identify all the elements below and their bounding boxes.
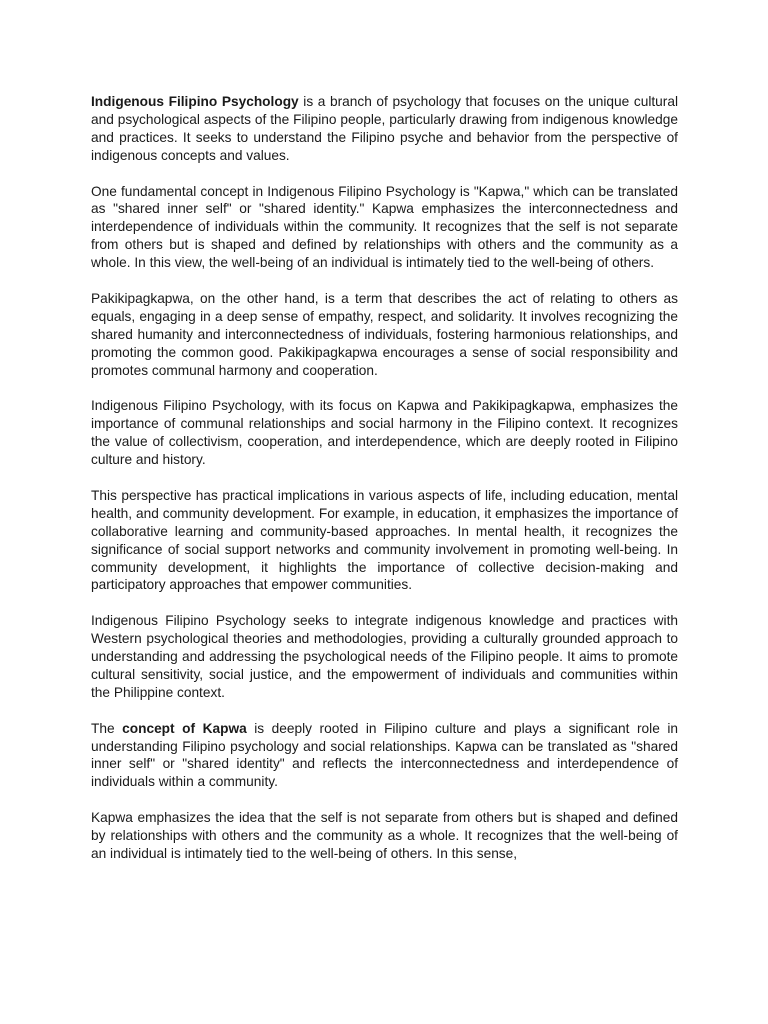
term-concept-of-kapwa: concept of Kapwa (122, 720, 247, 736)
term-indigenous-filipino-psychology: Indigenous Filipino Psychology (91, 94, 299, 109)
paragraph-2: One fundamental concept in Indigenous Filipino Psychology is "Kapwa," which can be translated as "shared inner self" or "shared identity." Kapwa emphasizes the interconnectedness and interdependence of individuals within the community. It recognizes that the self is not separate from others but is shaped and defined by relationships with others and the community as a whole. In this view, the well-being of an individual is intimately tied to the well-being of others. (91, 183, 678, 271)
document-body (91, 93, 678, 881)
paragraph-7-pre: The (91, 720, 123, 736)
paragraph-6: Indigenous Filipino Psychology seeks to integrate indigenous knowledge and practices with Western psychological theories and methodologies, providing a culturally grounded approach to understanding and addressing the psychological needs of the Filipino people. It aims to promote cultural sensitivity, social justice, and the empowerment of individuals and communities within the Philippine context. (91, 613, 678, 700)
paragraph-3: Pakikipagkapwa, on the other hand, is a term that describes the act of relating to others as equals, engaging in a deep sense of empathy, respect, and solidarity. It involves recognizing the shared humanity and interconnectedness of individuals, fostering harmonious relationships, and promoting the common good. Pakikipagkapwa encourages a sense of social responsibility and promotes communal harmony and cooperation. (91, 290, 678, 378)
paragraph-7 (91, 720, 678, 792)
paragraph-1 (91, 93, 678, 165)
paragraph-1-text: is a branch of psychology that focuses on the unique cultural and psychological aspects of the Filipino people, particularly drawing from indigenous knowledge and practices. It seeks to understand the Filipino psyche and behavior from the perspective of indigenous concepts and values. (91, 94, 678, 163)
paragraph-8: Kapwa emphasizes the idea that the self is not separate from others but is shaped and defined by relationships with others and the community as a whole. It recognizes that the well-being of an individual is intimately tied to the well-being of others. In this sense, (91, 810, 678, 861)
paragraph-7-text: is deeply rooted in Filipino culture and plays a significant role in understanding Filipino psychology and social relationships. Kapwa can be translated as "shared inner self" or "shared identity" and reflects the interconnectedness and interdependence of individuals within a community. (91, 720, 678, 790)
paragraph-4: Indigenous Filipino Psychology, with its focus on Kapwa and Pakikipagkapwa, emphasizes the importance of communal relationships and social harmony in the Filipino context. It recognizes the value of collectivism, cooperation, and interdependence, which are deeply rooted in Filipino culture and history. (91, 398, 678, 468)
paragraph-5: This perspective has practical implications in various aspects of life, including education, mental health, and community development. For example, in education, it emphasizes the importance of collaborative learning and community-based approaches. In mental health, it recognizes the significance of social support networks and community involvement in promoting well-being. In community development, it highlights the importance of collective decision-making and participatory approaches that empower communities. (91, 487, 678, 593)
